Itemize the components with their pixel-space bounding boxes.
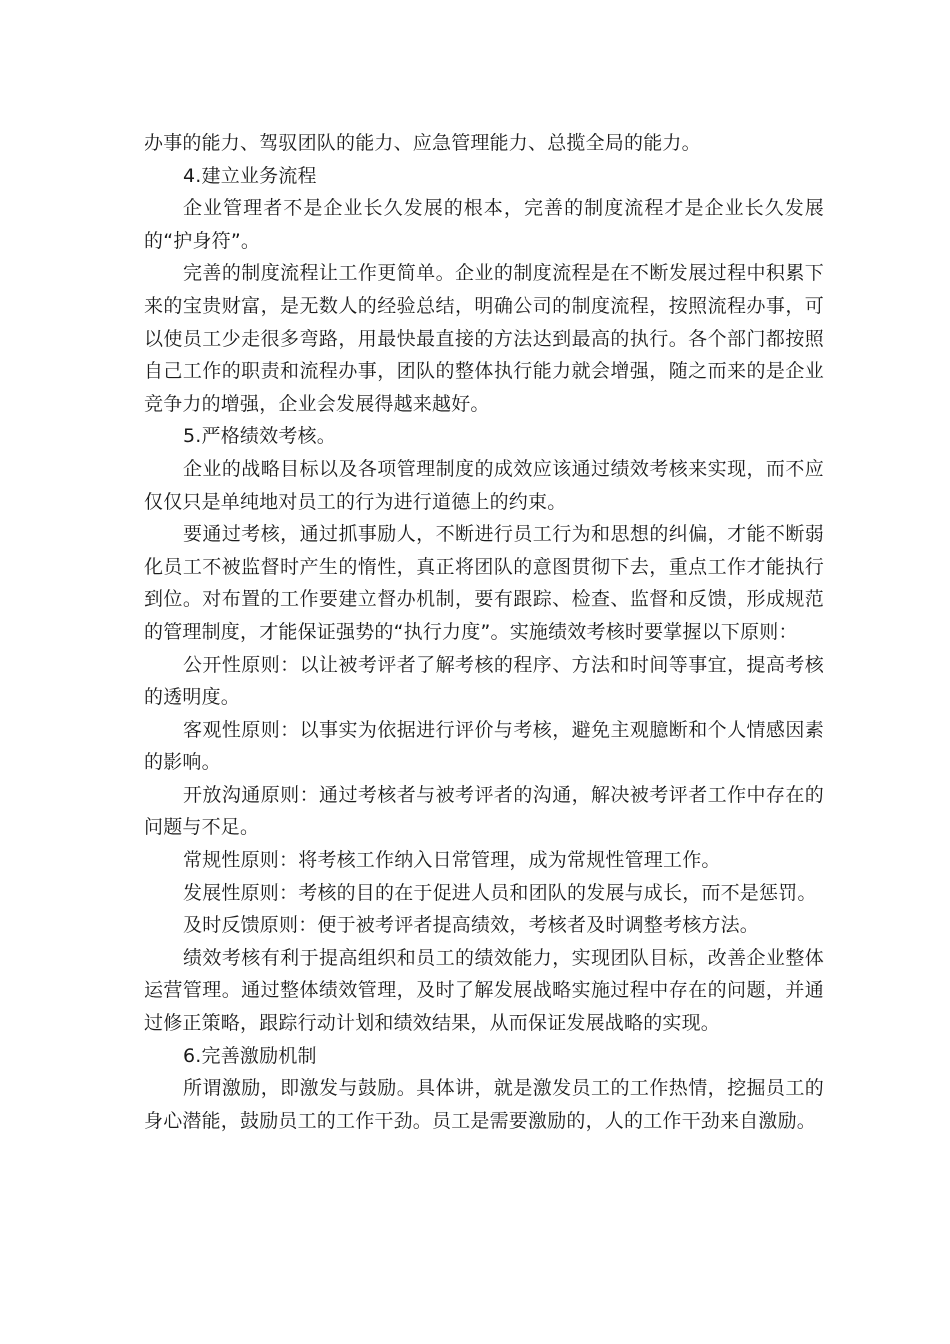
section-heading-6: 6.完善激励机制 (183, 1044, 317, 1067)
paragraph: 完善的制度流程让工作更简单。企业的制度流程是在不断发展过程中积累下来的宝贵财富，是无数人的经验总结，明确公司的制度流程，按照流程办事，可以使员工少走很多弯路，用最快最直接的方法达到最高的执行。各个部门都按照自己工作的职责和流程办事，团队的整体执行能力就会增强，随之而来的是企业竞争力的增强，企业会发展得越来越好。 (144, 262, 824, 415)
principle-item: 客观性原则：以事实为依据进行评价与考核，避免主观臆断和个人情感因素的影响。 (144, 718, 824, 774)
paragraph: 绩效考核有利于提高组织和员工的绩效能力，实现团队目标，改善企业整体运营管理。通过整体绩效管理，及时了解发展战略实施过程中存在的问题，并通过修正策略，跟踪行动计划和绩效结果，从而保证发展战略的实现。 (144, 946, 824, 1035)
principle-item: 常规性原则：将考核工作纳入日常管理，成为常规性管理工作。 (183, 849, 721, 872)
principle-item: 公开性原则：以让被考评者了解考核的程序、方法和时间等事宜，提高考核的透明度。 (144, 653, 824, 709)
paragraph: 企业的战略目标以及各项管理制度的成效应该通过绩效考核来实现，而不应仅仅只是单纯地对员工的行为进行道德上的约束。 (144, 457, 824, 513)
principle-item: 发展性原则：考核的目的在于促进人员和团队的发展与成长，而不是惩罚。 (183, 881, 817, 904)
principle-item: 开放沟通原则：通过考核者与被考评者的沟通，解决被考评者工作中存在的问题与不足。 (144, 783, 824, 839)
principle-item: 及时反馈原则：便于被考评者提高绩效，考核者及时调整考核方法。 (183, 914, 760, 937)
paragraph: 企业管理者不是企业长久发展的根本，完善的制度流程才是企业长久发展的“护身符”。 (144, 197, 824, 252)
paragraph-continuation: 办事的能力、驾驭团队的能力、应急管理能力、总揽全局的能力。 (144, 132, 701, 154)
document-body (144, 127, 824, 1137)
paragraph: 要通过考核，通过抓事励人，不断进行员工行为和思想的纠偏，才能不断弱化员工不被监督时产生的惰性，真正将团队的意图贯彻下去，重点工作才能执行到位。对布置的工作要建立督办机制，要有跟踪、检查、监督和反馈，形成规范的管理制度，才能保证强势的“执行力度”。实施绩效考核时要掌握以下原则： (144, 523, 824, 643)
section-heading-5: 5.严格绩效考核。 (183, 425, 336, 448)
section-heading-4: 4.建立业务流程 (183, 164, 317, 187)
paragraph: 所谓激励，即激发与鼓励。具体讲，就是激发员工的工作热情，挖掘员工的身心潜能，鼓励员工的工作干劲。员工是需要激励的，人的工作干劲来自激励。 (144, 1077, 824, 1132)
